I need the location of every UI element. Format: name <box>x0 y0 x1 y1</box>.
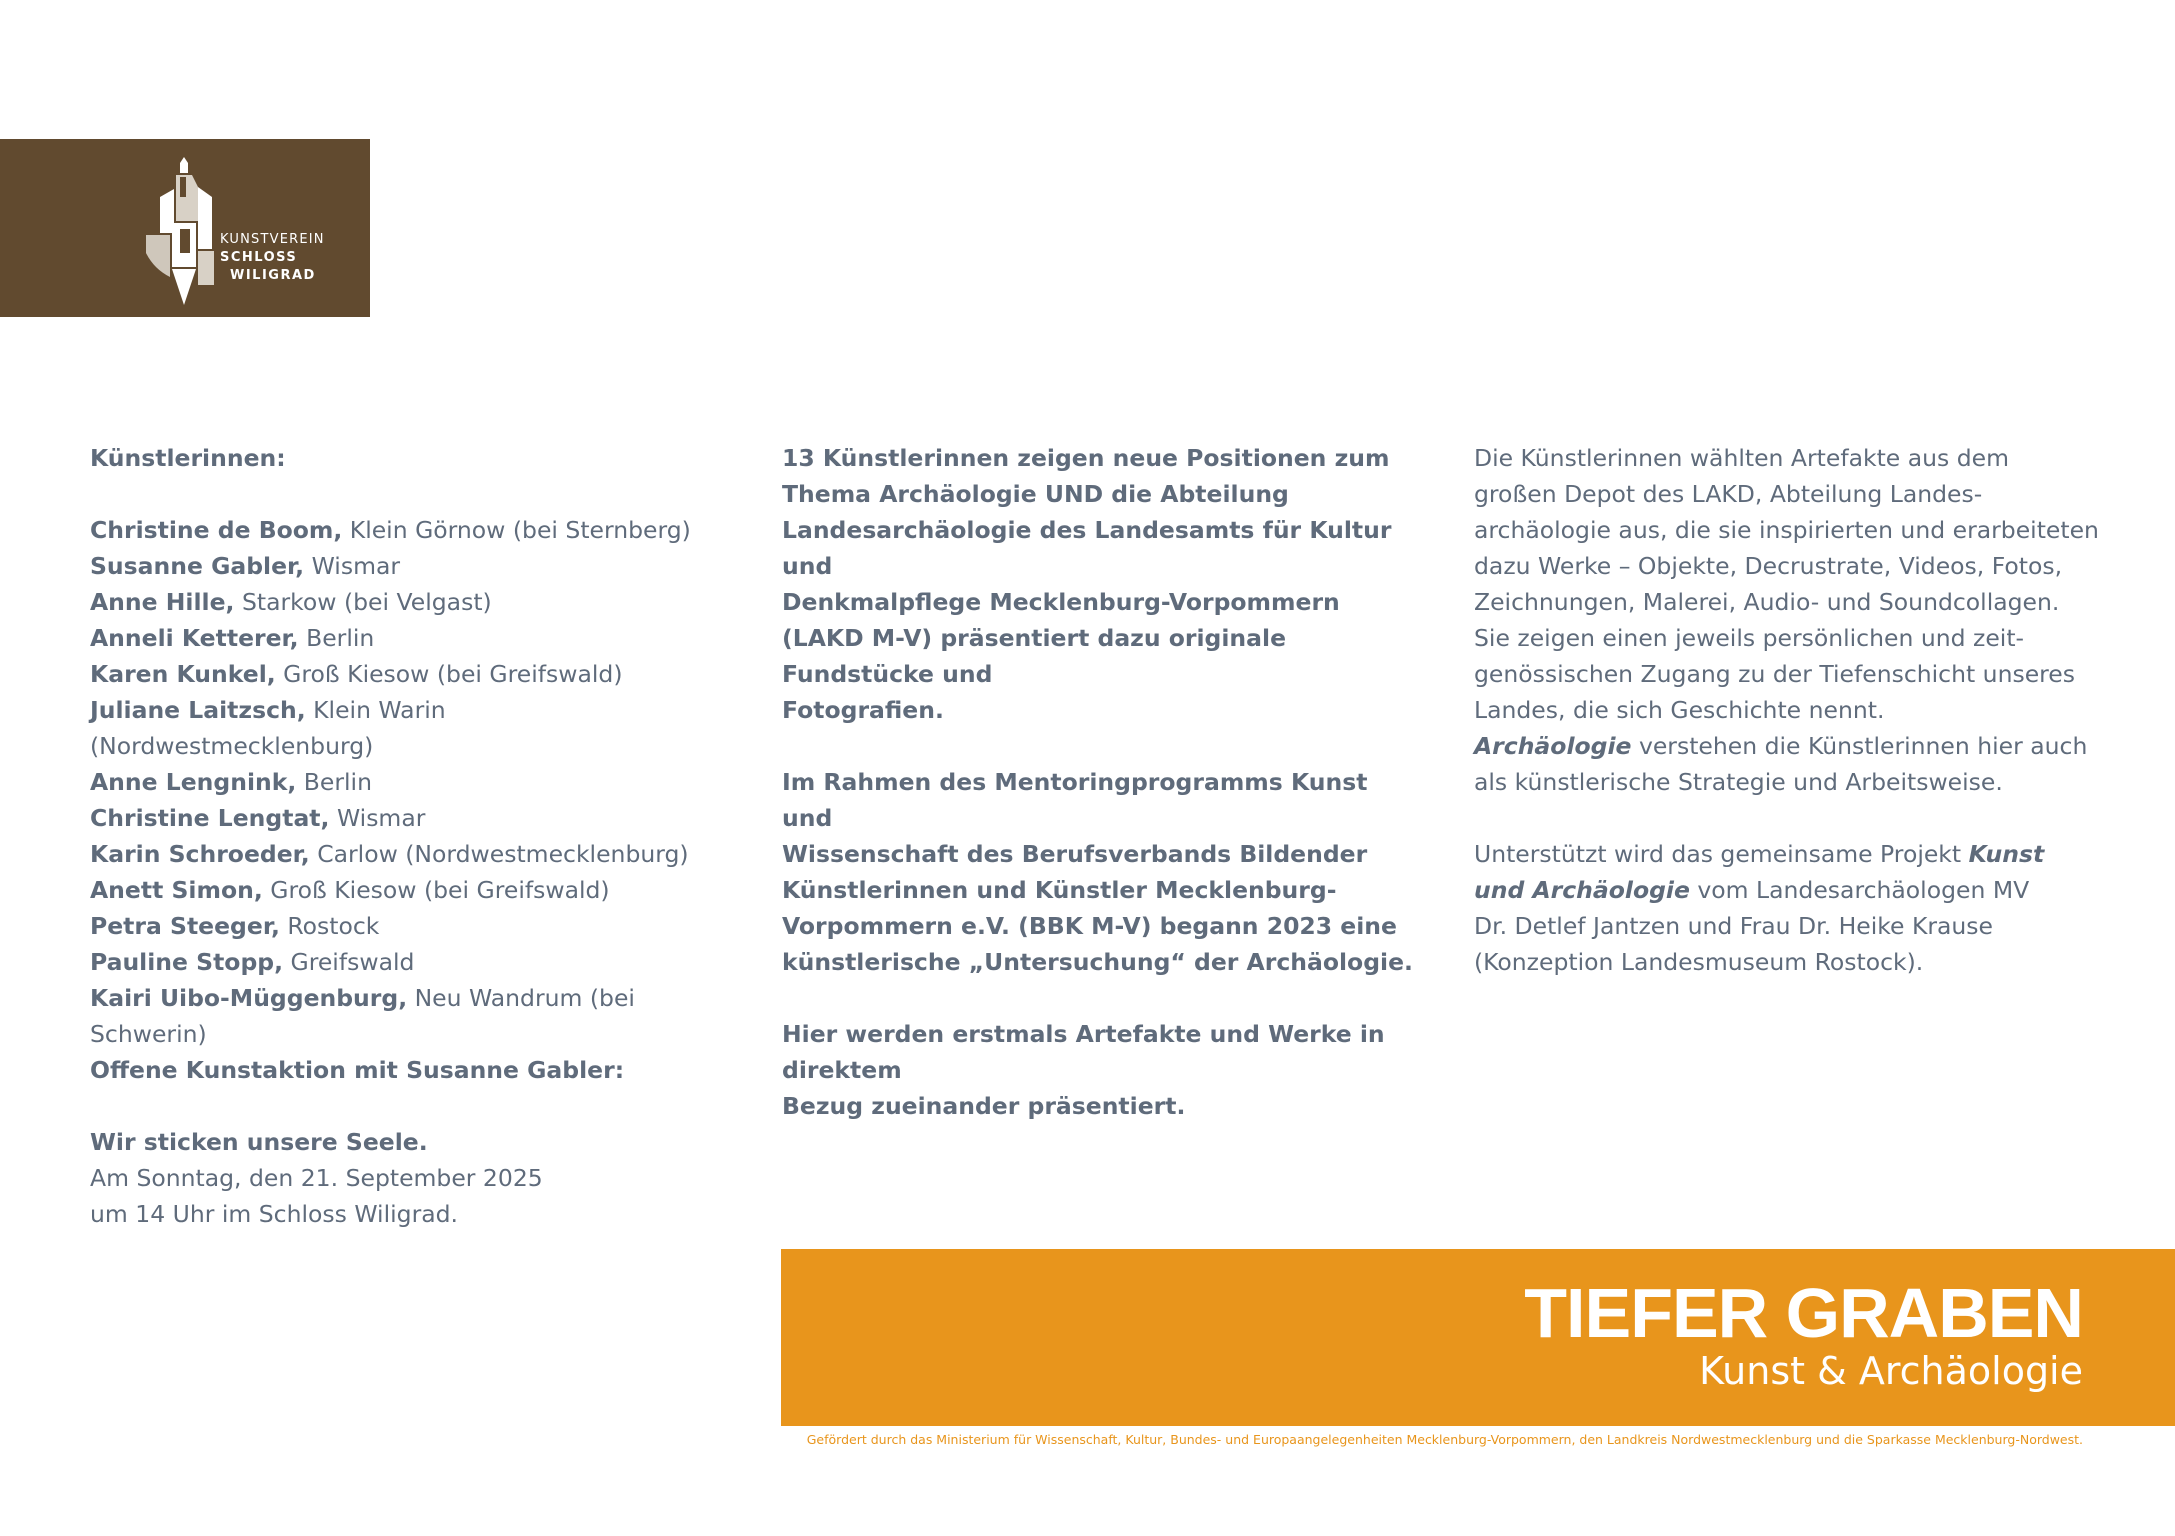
description-column <box>1474 440 2114 980</box>
artist-entry <box>90 908 730 944</box>
support-project-title-2: und Archäologie <box>1474 876 1690 904</box>
archaeology-line <box>1474 728 2114 764</box>
artist-name: Karen Kunkel, <box>90 660 276 688</box>
kunstaktion-heading: Offene Kunstaktion mit Susanne Gabler: <box>90 1056 625 1084</box>
artist-name: Christine de Boom, <box>90 516 343 544</box>
mentoring-line: Künstlerinnen und Künstler Mecklenburg- <box>782 876 1337 904</box>
artist-entry <box>90 692 730 764</box>
archaeology-rest: verstehen die Künstlerinnen hier auch <box>1631 732 2088 760</box>
intro-column <box>782 440 1422 1124</box>
presentation-line: Bezug zueinander präsentiert. <box>782 1092 1186 1120</box>
support-line: Dr. Detlef Jantzen und Frau Dr. Heike Krause <box>1474 912 1994 940</box>
artist-entry <box>90 800 730 836</box>
artists-column <box>90 440 730 1052</box>
artist-place: Greifswald <box>283 948 415 976</box>
artists-heading: Künstlerinnen: <box>90 444 286 472</box>
support-text: Unterstützt wird das gemeinsame Projekt <box>1474 840 1969 868</box>
support-line <box>1474 872 2114 908</box>
artist-name: Anne Lengnink, <box>90 768 297 796</box>
artist-place: Berlin <box>298 624 375 652</box>
artist-name: Kairi Uibo-Müggenburg, <box>90 984 408 1012</box>
artist-entry <box>90 656 730 692</box>
artist-entry <box>90 836 730 872</box>
description-line: dazu Werke – Objekte, Decrustrate, Videos, Fotos, <box>1474 552 2063 580</box>
artist-name: Pauline Stopp, <box>90 948 284 976</box>
castle-logo-icon <box>140 157 230 305</box>
artist-place: Berlin <box>296 768 372 796</box>
artist-name: Petra Steeger, <box>90 912 280 940</box>
intro-line: Denkmalpflege Mecklenburg-Vorpommern <box>782 588 1340 616</box>
funding-note: Gefördert durch das Ministerium für Wissenschaft, Kultur, Bundes- und Europaangelegenheiten Mecklenburg-Vorpommern, den Landkreis Nordwestmecklenburg und die Sparkasse Mecklenburg-Nordwest. <box>806 1432 2083 1447</box>
artist-place: Neu Wandrum (bei Schwerin) <box>90 984 635 1048</box>
artist-place: Groß Kiesow (bei Greifswald) <box>275 660 623 688</box>
logo-line-kunstverein: KUNSTVEREIN <box>220 232 325 247</box>
artist-place: Rostock <box>279 912 380 940</box>
presentation-line: Hier werden erstmals Artefakte und Werke in direktem <box>782 1020 1385 1084</box>
archaeology-word: Archäologie <box>1474 732 1632 760</box>
artist-entry <box>90 944 730 980</box>
description-line: genössischen Zugang zu der Tiefenschicht unseres <box>1474 660 2076 688</box>
artist-place: Groß Kiesow (bei Greifswald) <box>262 876 610 904</box>
artist-name: Susanne Gabler, <box>90 552 305 580</box>
intro-line: (LAKD M-V) präsentiert dazu originale Fundstücke und <box>782 624 1287 688</box>
artist-place: Klein Görnow (bei Sternberg) <box>342 516 691 544</box>
artist-entry <box>90 764 730 800</box>
mentoring-line: Im Rahmen des Mentoringprogramms Kunst und <box>782 768 1368 832</box>
description-line: Sie zeigen einen jeweils persönlichen und zeit- <box>1474 624 2025 652</box>
artist-place: Wismar <box>304 552 401 580</box>
artist-entry <box>90 584 730 620</box>
support-line: (Konzeption Landesmuseum Rostock). <box>1474 948 1924 976</box>
mentoring-line: künstlerische „Untersuchung“ der Archäologie. <box>782 948 1413 976</box>
artist-name: Anne Hille, <box>90 588 235 616</box>
logo-line-schloss: SCHLOSS <box>220 250 298 265</box>
mentoring-line: Wissenschaft des Berufsverbands Bildender <box>782 840 1368 868</box>
archaeology-line-2: als künstlerische Strategie und Arbeitsweise. <box>1474 768 2003 796</box>
kunstaktion-time-place: um 14 Uhr im Schloss Wiligrad. <box>90 1200 459 1228</box>
artist-entry <box>90 512 730 548</box>
artist-name: Anneli Ketterer, <box>90 624 299 652</box>
artist-entry <box>90 872 730 908</box>
artist-place: Wismar <box>329 804 426 832</box>
artist-entry <box>90 620 730 656</box>
artist-entry <box>90 980 730 1052</box>
title-banner <box>781 1249 2175 1426</box>
kunstaktion-date: Am Sonntag, den 21. September 2025 <box>90 1164 543 1192</box>
artist-name: Anett Simon, <box>90 876 263 904</box>
mentoring-line: Vorpommern e.V. (BBK M-V) begann 2023 eine <box>782 912 1397 940</box>
description-line: archäologie aus, die sie inspirierten und erarbeiteten <box>1474 516 2099 544</box>
support-project-title: Kunst <box>1968 840 2045 868</box>
artist-entry <box>90 548 730 584</box>
kunstaktion-block <box>90 1052 730 1232</box>
logo-line-wiligrad: WILIGRAD <box>230 268 316 283</box>
artist-place: Starkow (bei Velgast) <box>234 588 492 616</box>
artist-place: Klein Warin (Nordwestmecklenburg) <box>90 696 446 760</box>
artist-name: Juliane Laitzsch, <box>90 696 306 724</box>
artist-name: Karin Schroeder, <box>90 840 310 868</box>
intro-line: Landesarchäologie des Landesamts für Kultur und <box>782 516 1392 580</box>
intro-line: 13 Künstlerinnen zeigen neue Positionen zum <box>782 444 1390 472</box>
description-line: Die Künstlerinnen wählten Artefakte aus dem <box>1474 444 2010 472</box>
logo-box <box>0 139 370 317</box>
exhibition-title: TIEFER GRABEN <box>1524 1274 2083 1352</box>
support-line <box>1474 836 2114 872</box>
artist-place: Carlow (Nordwestmecklenburg) <box>309 840 689 868</box>
description-line: Landes, die sich Geschichte nennt. <box>1474 696 1885 724</box>
description-line: Zeichnungen, Malerei, Audio- und Soundcollagen. <box>1474 588 2060 616</box>
intro-line: Thema Archäologie UND die Abteilung <box>782 480 1289 508</box>
exhibition-subtitle: Kunst & Archäologie <box>1699 1349 2083 1393</box>
artist-name: Christine Lengtat, <box>90 804 330 832</box>
kunstaktion-title: Wir sticken unsere Seele. <box>90 1128 428 1156</box>
intro-line: Fotografien. <box>782 696 944 724</box>
description-line: großen Depot des LAKD, Abteilung Landes- <box>1474 480 1983 508</box>
support-text: vom Landesarchäologen MV <box>1689 876 2030 904</box>
